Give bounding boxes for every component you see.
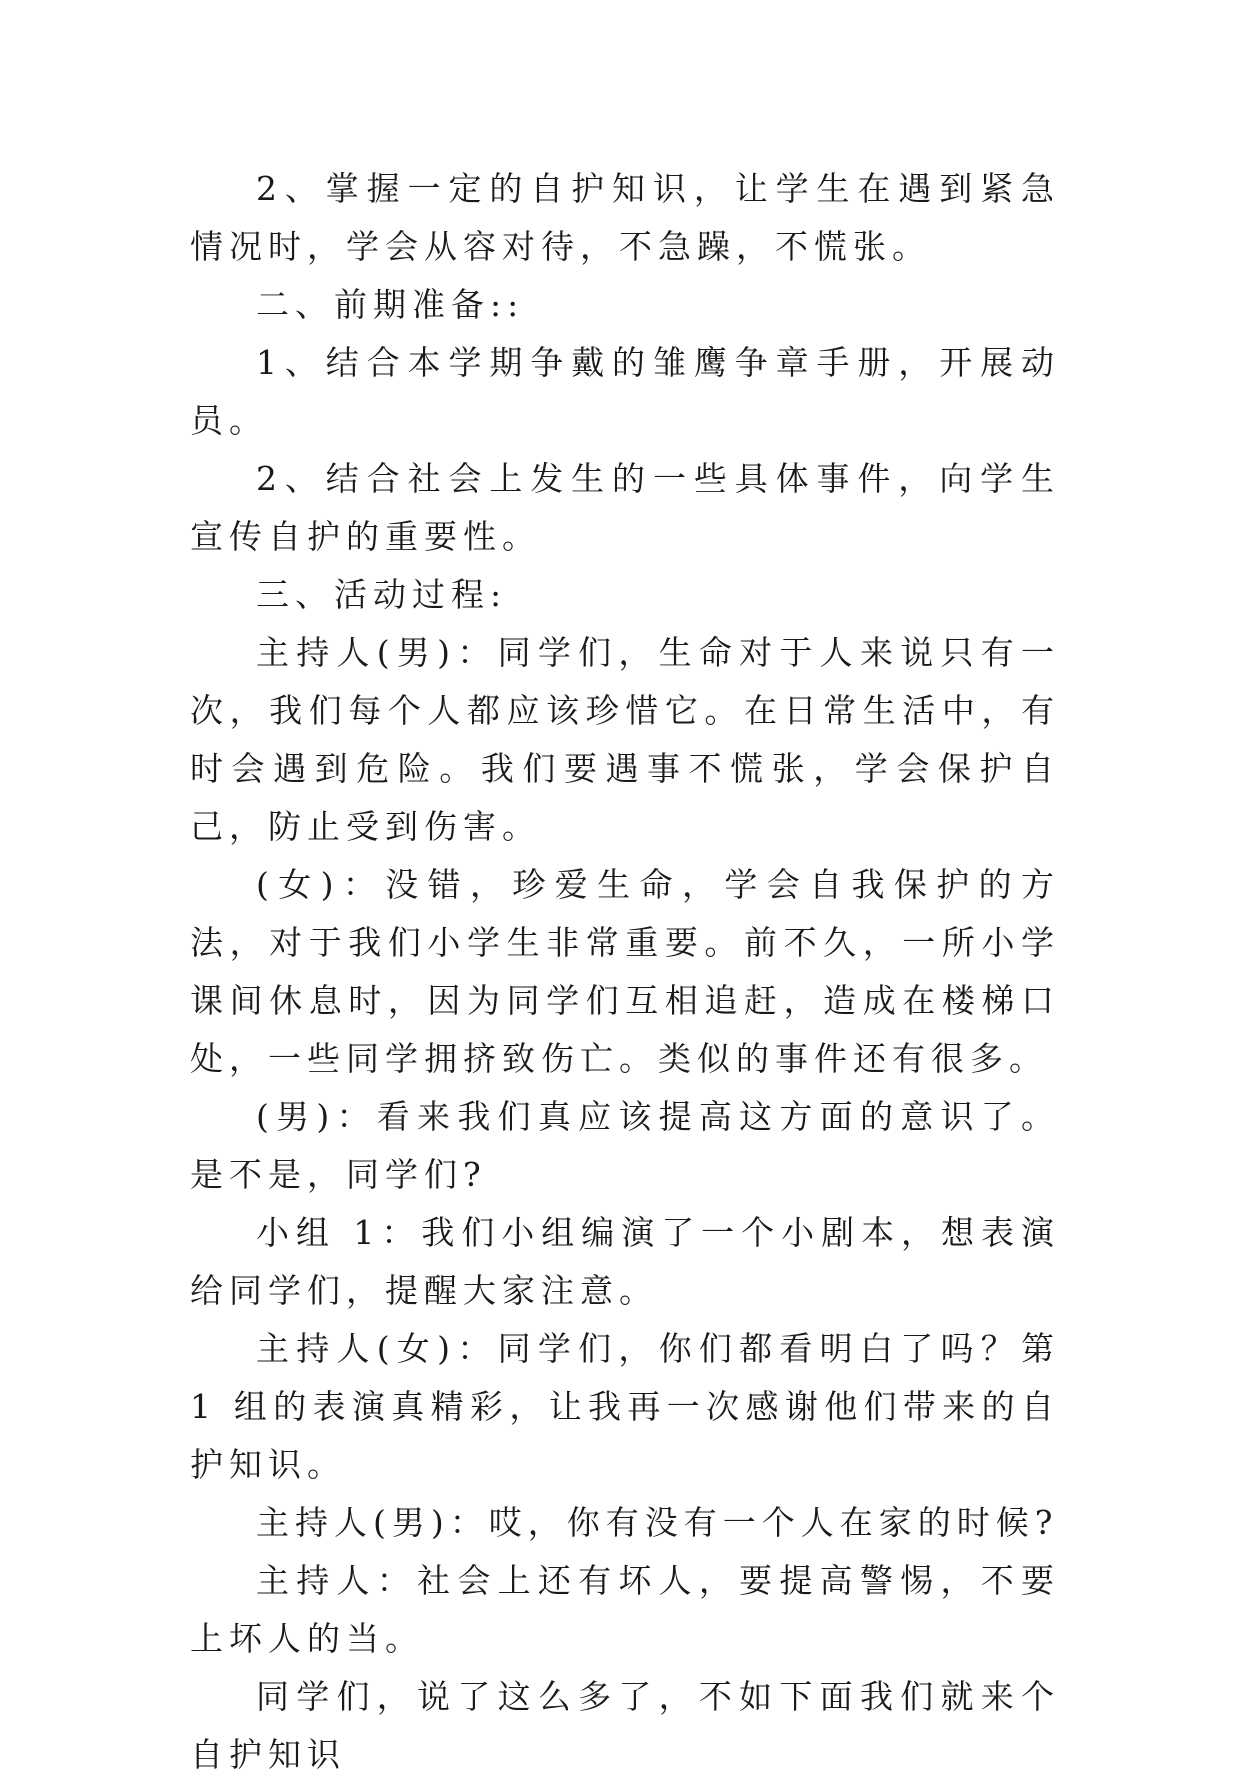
heading-preparation: 二、前期准备:: [256, 285, 525, 324]
paragraph-host-male-3: 主持人(男)：哎，你有没有一个人在家的时候? [256, 1503, 1059, 1542]
paragraph-group-1: 小组 1：我们小组编演了一个小剧本，想表演给同学们，提醒大家注意。 [190, 1213, 1060, 1310]
paragraph-host-female-2: 主持人(女)：同学们，你们都看明白了吗？第 1 组的表演真精彩，让我再一次感谢他们带来的自护知识。 [190, 1329, 1060, 1484]
paragraph-objective-2: 2、掌握一定的自护知识，让学生在遇到紧急情况时，学会从容对待，不急躁，不慌张。 [190, 169, 1060, 266]
paragraph-host-male-1: 主持人(男)：同学们，生命对于人来说只有一次，我们每个人都应该珍惜它。在日常生活中，有时会遇到危险。我们要遇事不慌张，学会保护自己，防止受到伤害。 [190, 633, 1060, 846]
paragraph-host-female-1: (女)：没错，珍爱生命，学会自我保护的方法，对于我们小学生非常重要。前不久，一所小学课间休息时，因为同学们互相追赶，造成在楼梯口处，一些同学拥挤致伤亡。类似的事件还有很多。 [190, 865, 1060, 1078]
paragraph-prep-1: 1、结合本学期争戴的雏鹰争章手册，开展动员。 [190, 343, 1060, 440]
paragraph-prep-2: 2、结合社会上发生的一些具体事件，向学生宣传自护的重要性。 [190, 459, 1060, 556]
paragraph-closing: 同学们，说了这么多了，不如下面我们就来个自护知识 [190, 1677, 1060, 1774]
heading-activity-process: 三、活动过程: [256, 575, 508, 614]
document-body [190, 160, 1060, 1784]
paragraph-host-4: 主持人：社会上还有坏人，要提高警惕，不要上坏人的当。 [190, 1561, 1060, 1658]
paragraph-host-male-2: (男)：看来我们真应该提高这方面的意识了。是不是，同学们? [190, 1097, 1060, 1194]
